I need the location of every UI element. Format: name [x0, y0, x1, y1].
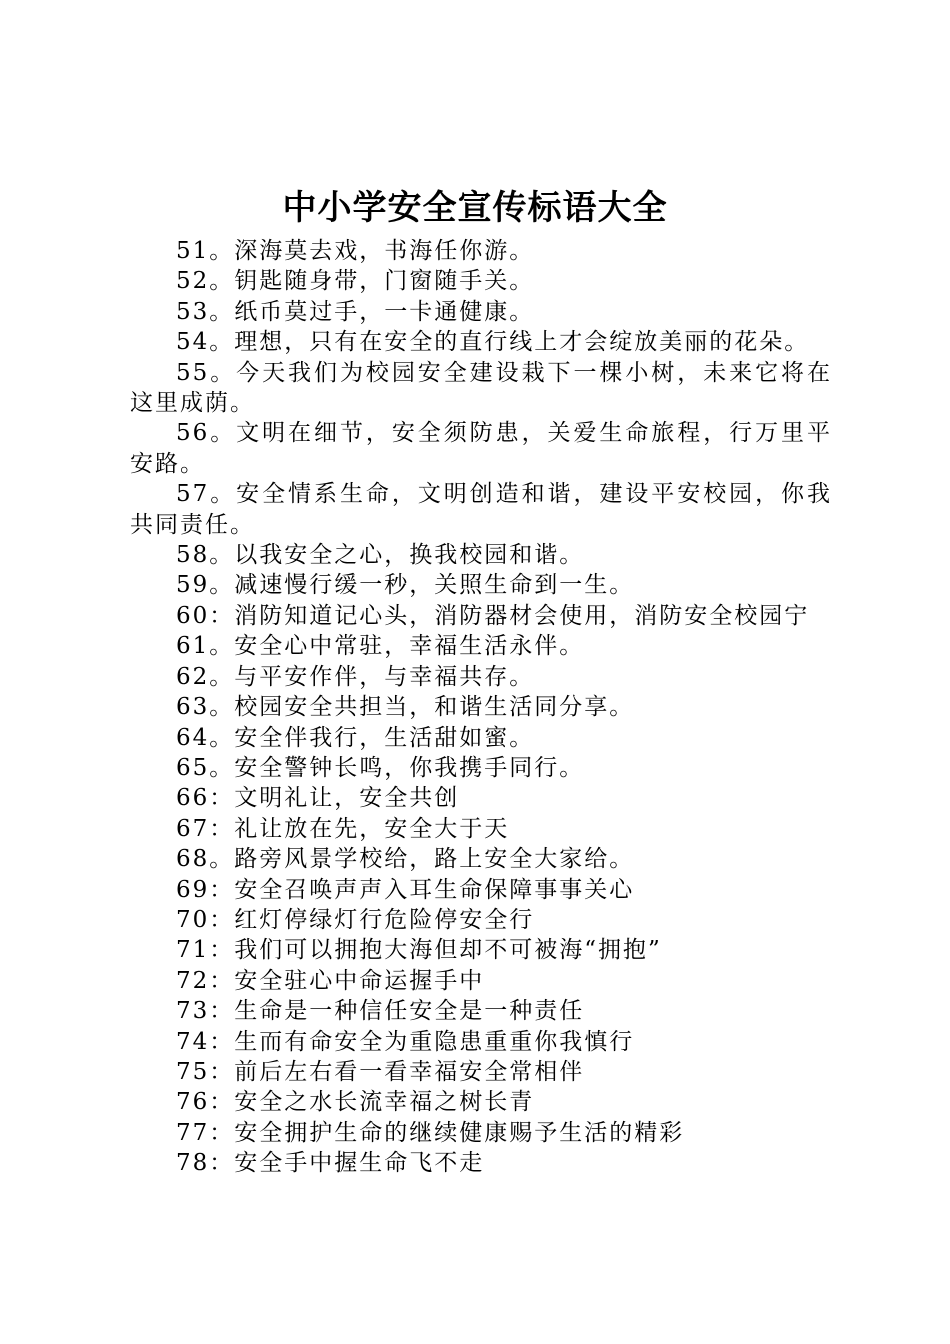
- slogan-line: 53。纸币莫过手，一卡通健康。: [176, 298, 535, 325]
- slogan-line: 64。安全伴我行，生活甜如蜜。: [176, 724, 535, 751]
- slogan-line: 62。与平安作伴，与幸福共存。: [176, 663, 535, 690]
- slogan-line: 70：红灯停绿灯行危险停安全行: [176, 906, 535, 933]
- slogan-line: 72：安全驻心中命运握手中: [176, 967, 485, 994]
- slogan-line: 75：前后左右看一看幸福安全常相伴: [176, 1058, 585, 1085]
- slogan-line: 63。校园安全共担当，和谐生活同分享。: [176, 694, 635, 721]
- slogan-line: 60：消防知道记心头，消防器材会使用，消防安全校园宁: [176, 602, 810, 629]
- slogan-line: 74：生而有命安全为重隐患重重你我慎行: [176, 1028, 635, 1055]
- slogan-line: 55。今天我们为校园安全建设栽下一棵小树，未来它将在这里成荫。: [130, 359, 832, 417]
- slogan-line: 58。以我安全之心，换我校园和谐。: [176, 542, 585, 569]
- slogan-line: 54。理想，只有在安全的直行线上才会绽放美丽的花朵。: [176, 329, 810, 356]
- slogan-line: 65。安全警钟长鸣，你我携手同行。: [176, 754, 585, 781]
- slogan-line: 57。安全情系生命，文明创造和谐，建设平安校园，你我共同责任。: [130, 481, 832, 538]
- slogan-line: 59。减速慢行缓一秒，关照生命到一生。: [176, 572, 635, 599]
- slogan-line: 67：礼让放在先，安全大于天: [176, 815, 510, 842]
- slogan-line: 51。深海莫去戏，书海任你游。: [176, 238, 535, 264]
- slogan-line: 78：安全手中握生命飞不走: [176, 1150, 485, 1177]
- slogan-line: 77：安全拥护生命的继续健康赐予生活的精彩: [176, 1119, 685, 1146]
- slogan-line: 71：我们可以拥抱大海但却不可被海“拥抱”: [176, 937, 662, 964]
- slogan-line: 56。文明在细节，安全须防患，关爱生命旅程，行万里平安路。: [130, 420, 832, 477]
- document-title: 中小学安全宣传标语大全: [282, 188, 668, 228]
- slogan-list: [130, 236, 832, 1179]
- slogan-line: 52。钥匙随身带，门窗随手关。: [176, 268, 535, 295]
- slogan-line: 61。安全心中常驻，幸福生活永伴。: [176, 633, 585, 660]
- slogan-line: 69：安全召唤声声入耳生命保障事事关心: [176, 876, 635, 903]
- slogan-line: 73：生命是一种信任安全是一种责任: [176, 998, 585, 1025]
- slogan-line: 76：安全之水长流幸福之树长青: [176, 1089, 535, 1116]
- slogan-line: 68。路旁风景学校给，路上安全大家给。: [176, 846, 635, 873]
- slogan-line: 66：文明礼让，安全共创: [176, 785, 460, 812]
